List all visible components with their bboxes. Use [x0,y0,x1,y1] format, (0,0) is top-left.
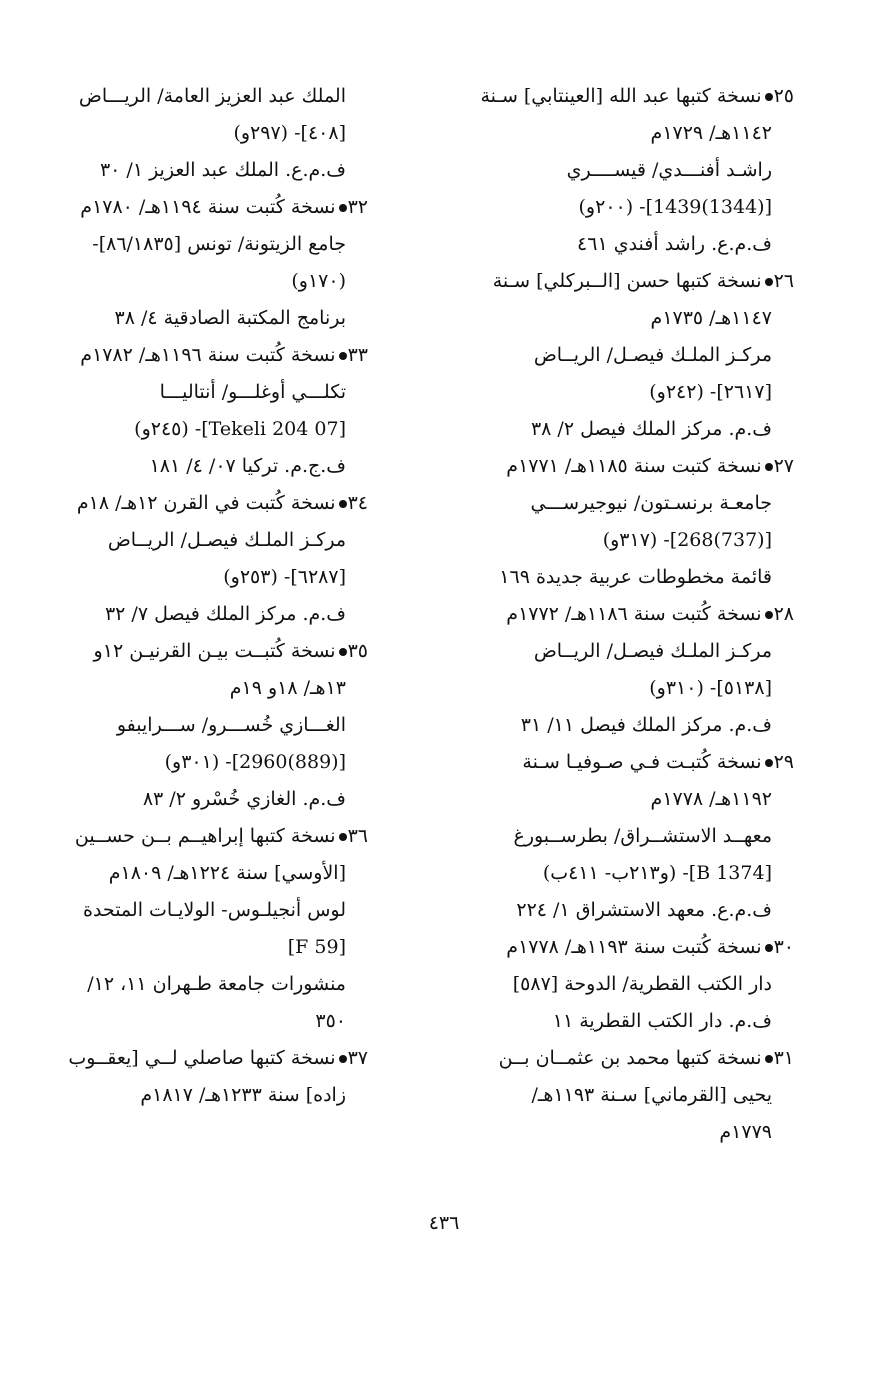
entry-continuation-line: ف.م. دار الكتب القطرية ١١ [552,1010,772,1032]
entry-continuation-line: معهــد الاستشــراق/ بطرســبورغ [513,825,772,847]
entry-continuation-line: ف.ج.م. تركيا ٠٧/ ٤/ ١٨١ [149,455,346,477]
bullet-icon [339,204,347,212]
entry-text: نسخة كُتبت في القرن ١٢هـ/ ١٨م [76,492,336,514]
entry-number: ٣٣ [347,344,368,366]
entry-continuation-line: منشورات جامعة طـهران ١١، ١٢/ [87,973,346,995]
entry-line [68,485,368,522]
entry-continuation-line: [٦٢٨٧]- (٢٥٣و) [223,566,346,588]
entry-number: ٣٤ [347,492,368,514]
entry-continuation-line: مركـز الملـك فيصـل/ الريــاض [107,529,346,551]
bullet-icon [765,944,773,952]
entry-number: ٣٥ [347,640,368,662]
bullet-icon [765,759,773,767]
entry-continuation-line: لوس أنجيلـوس- الولايـات المتحدة [83,899,346,921]
bullet-icon [339,500,347,508]
entry-continuation-line: راشـد أفنـــدي/ قيســــري [566,159,772,181]
entry-continuation-line: جامع الزيتونة/ تونس [٨٦/١٨٣٥]- [92,233,346,255]
bullet-icon [765,278,773,286]
bullet-icon [339,352,347,360]
entry-number: ٣٧ [347,1047,368,1069]
entry-continuation-line: [٢٦١٧]- (٢٤٢و) [649,381,772,403]
entry-continuation-line: (١٧٠و) [291,270,346,292]
bullet-icon [339,1055,347,1063]
entry-line [442,448,794,485]
entry-continuation-line: [(889)2960]- (٣٠١و) [164,751,346,773]
entry-text: نسخة كتبها صاصلي لــي [يعقــوب [68,1047,336,1069]
entry-continuation-line: زاده] سنة ١٢٣٣هـ/ ١٨١٧م [140,1084,346,1106]
entry-line [442,744,794,781]
bullet-icon [765,1055,773,1063]
entry-continuation-line: ١١٤٢هـ/ ١٧٢٩م [650,122,772,144]
entry-text: نسخة كُتبت سنة ١١٩٣هـ/ ١٧٧٨م [506,936,762,958]
entry-text: نسخة كتبها حسن [الــبركلي] سـنة [492,270,762,292]
entry-continuation-line: [B 1374]- (و٢١٣ب- ٤١١ب) [542,862,772,884]
entry-continuation-line: ف.م. الغازي خُسْرو ٢/ ٨٣ [142,788,346,810]
entry-text: نسخة كُتبـت فـي صـوفيـا سـنة [522,751,762,773]
entry-continuation-line: [F 59] [287,936,346,958]
entry-number: ٢٩ [773,751,794,773]
bullet-icon [765,611,773,619]
entry-number: ٢٦ [773,270,794,292]
entry-line [68,189,368,226]
entry-continuation-line: ٣٥٠ [315,1010,346,1032]
entry-continuation-line: [(1344)1439]- (٢٠٠و) [578,196,772,218]
entry-line [442,78,794,115]
entry-continuation-line: ف.م. مركز الملك فيصل ٧/ ٣٢ [104,603,346,625]
entry-text: نسخة كُتبت سنة ١١٨٦هـ/ ١٧٧٢م [506,603,762,625]
entry-continuation-line: برنامج المكتبة الصادقية ٤/ ٣٨ [114,307,346,329]
entry-number: ٢٨ [773,603,794,625]
entry-line [442,263,794,300]
entry-line [442,596,794,633]
entry-continuation-line: ف.م.ع. راشد أفندي ٤٦١ [577,233,772,255]
bullet-icon [339,833,347,841]
entry-continuation-line: قائمة مخطوطات عربية جديدة ١٦٩ [499,566,772,588]
entry-text: نسخة كتبت سنة ١١٨٥هـ/ ١٧٧١م [506,455,762,477]
bullet-icon [765,463,773,471]
entry-number: ٣٢ [347,196,368,218]
entry-line [442,1040,794,1077]
entry-text: نسخة كتبها إبراهيــم بــن حســين [74,825,336,847]
entry-continuation-line: [الأوسي] سنة ١٢٢٤هـ/ ١٨٠٩م [108,862,346,884]
bullet-icon [765,93,773,101]
entry-continuation-line: ف.م.ع. الملك عبد العزيز ١/ ٣٠ [99,159,346,181]
entry-text: نسخة كُتبت سنة ١١٩٦هـ/ ١٧٨٢م [80,344,336,366]
right-column [442,78,794,1151]
entry-continuation-line: الغـــازي خُســـرو/ ســـرايبفو [116,714,346,736]
entry-continuation-line: الملك عبد العزيز العامة/ الريـــاض [78,85,346,107]
left-column [68,78,368,1114]
entry-continuation-line: ١١٩٢هـ/ ١٧٧٨م [650,788,772,810]
entry-continuation-line: ف.م. مركز الملك فيصل ١١/ ٣١ [520,714,772,736]
entry-continuation-line: ف.م.ع. معهد الاستشراق ١/ ٢٢٤ [516,899,772,921]
entry-continuation-line: دار الكتب القطرية/ الدوحة [٥٨٧] [512,973,772,995]
entry-number: ٣٠ [773,936,794,958]
entry-continuation-line: جامعـة برنسـتون/ نيوجيرســـي [530,492,772,514]
entry-number: ٣١ [773,1047,794,1069]
entry-continuation-line: [٤٠٨]- (٢٩٧و) [233,122,346,144]
entry-continuation-line: [(737)268]- (٣١٧و) [602,529,772,551]
entry-continuation-line: ١٧٧٩م [719,1121,772,1143]
entry-number: ٢٥ [773,85,794,107]
entry-continuation-line: مركـز الملـك فيصـل/ الريــاض [533,640,772,662]
entry-text: نسخة كتبها عبد الله [العينتابي] سـنة [480,85,762,107]
entry-text: نسخة كتبها محمد بن عثمــان بــن [498,1047,762,1069]
entry-continuation-line: تكلـــي أوغلـــو/ أنتاليـــا [159,381,346,403]
entry-continuation-line: [٥١٣٨]- (٣١٠و) [649,677,772,699]
entry-line [68,633,368,670]
entry-continuation-line: [07 Tekeli 204]- (٢٤٥و) [134,418,346,440]
entry-line [68,337,368,374]
entry-continuation-line: يحيى [القرماني] سـنة ١١٩٣هـ/ [531,1084,772,1106]
entry-line [68,1040,368,1077]
entry-line [68,818,368,855]
entry-text: نسخة كُتبت سنة ١١٩٤هـ/ ١٧٨٠م [80,196,336,218]
entry-text: نسخة كُتبــت بيـن القرنيـن ١٢و [93,640,336,662]
entry-number: ٣٦ [347,825,368,847]
entry-continuation-line: ١١٤٧هـ/ ١٧٣٥م [650,307,772,329]
entry-line [442,929,794,966]
entry-number: ٢٧ [773,455,794,477]
entry-continuation-line: ف.م. مركز الملك فيصل ٢/ ٣٨ [530,418,772,440]
bullet-icon [339,648,347,656]
entry-continuation-line: مركـز الملـك فيصـل/ الريــاض [533,344,772,366]
entry-continuation-line: ١٣هـ/ ١٨و ١٩م [229,677,346,699]
page-number: ٤٣٦ [428,1212,460,1234]
